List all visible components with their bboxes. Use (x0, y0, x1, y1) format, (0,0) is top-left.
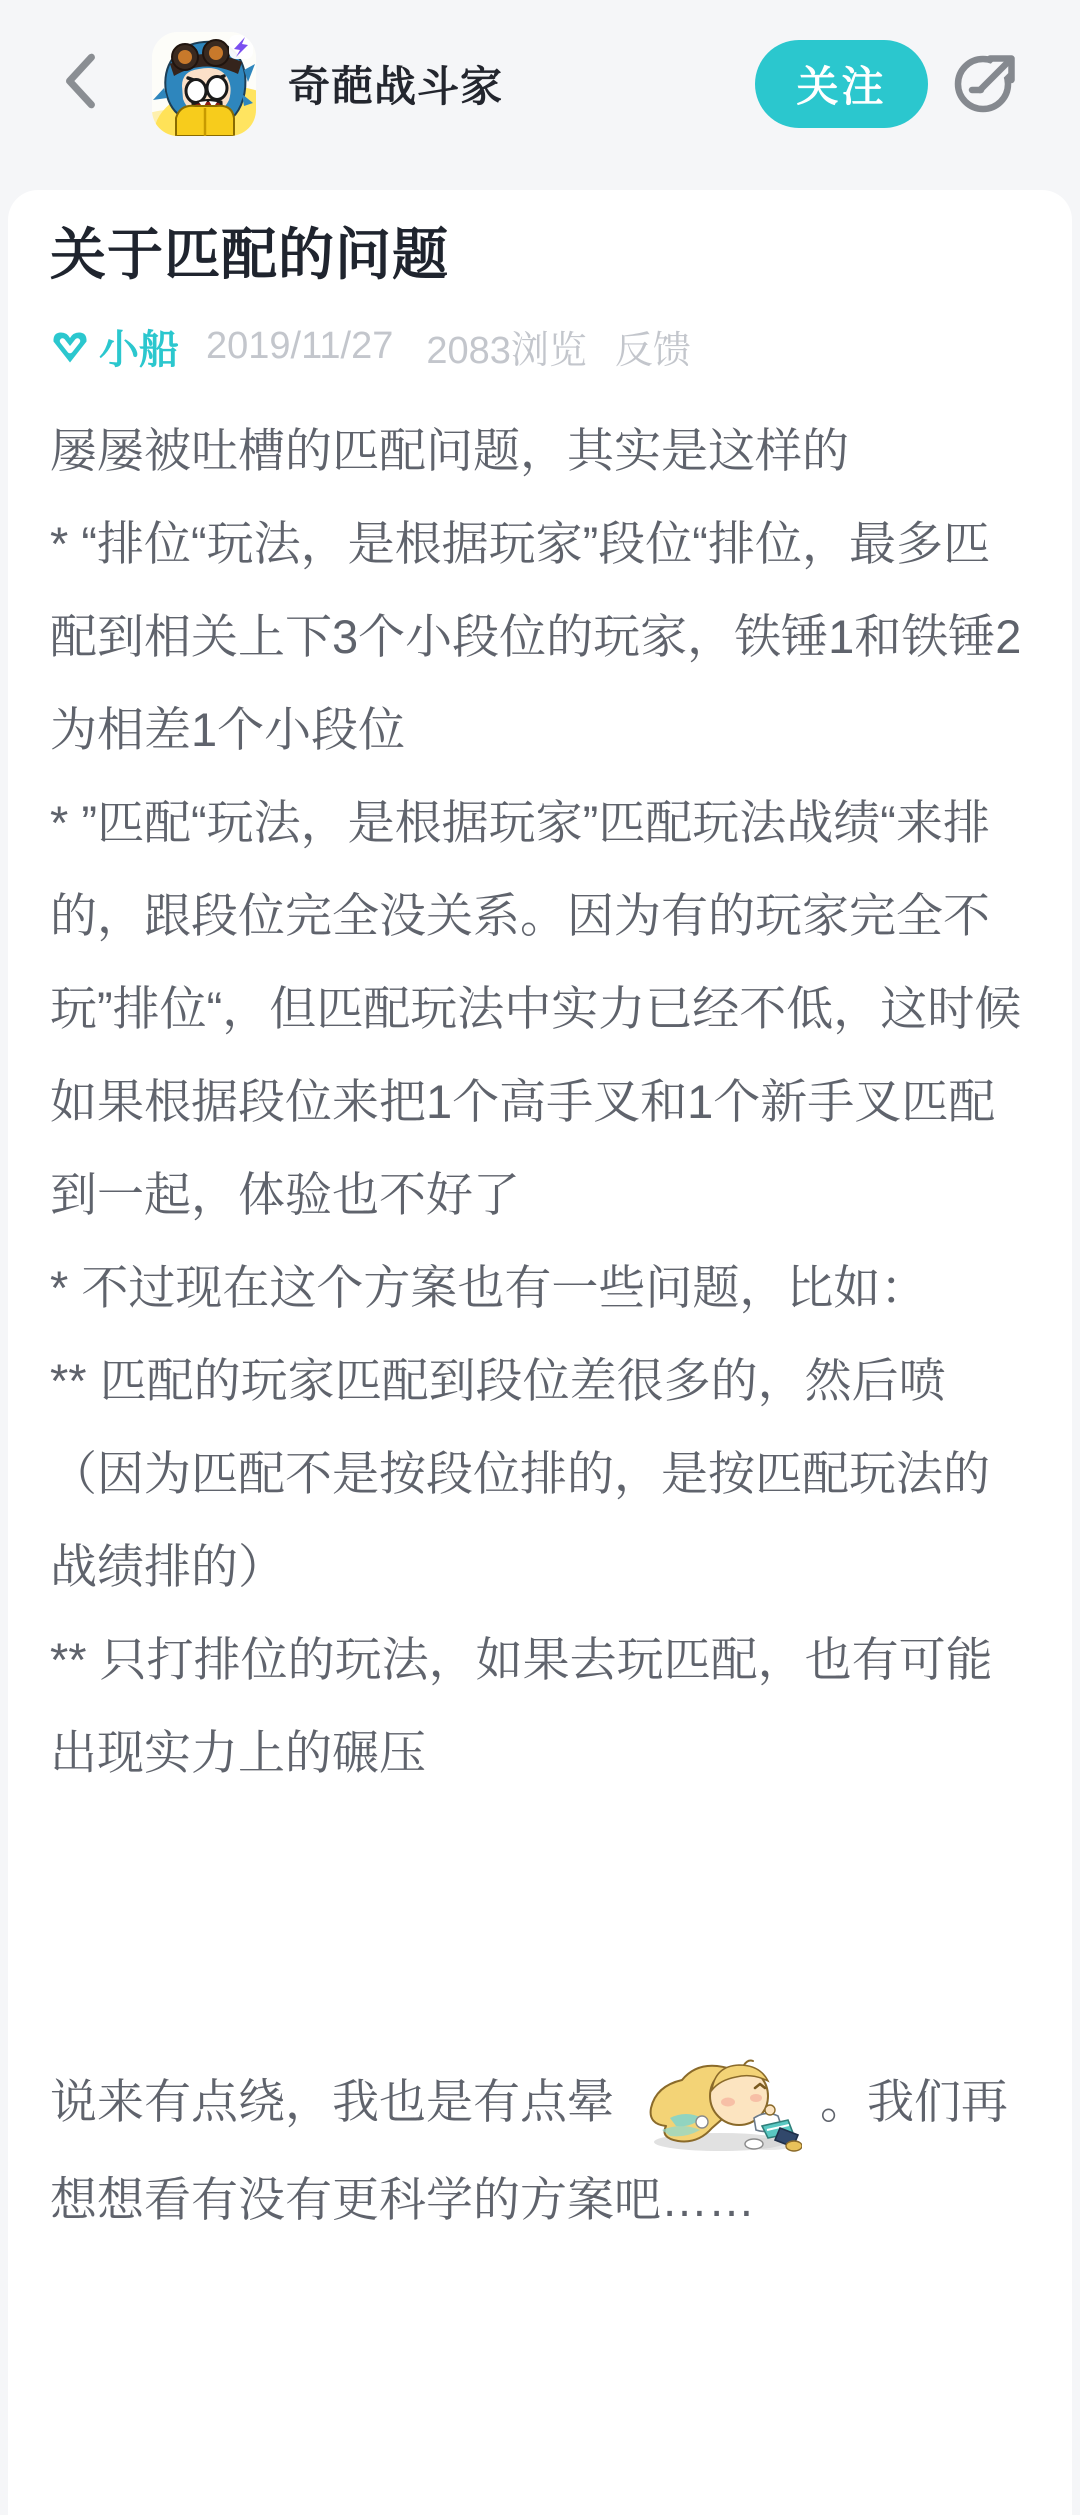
post-card (8, 190, 1072, 2515)
verified-gem-badge-icon (50, 326, 90, 366)
post-date: 2019/11/27 (206, 324, 394, 367)
back-button[interactable] (58, 52, 102, 114)
feedback-link[interactable]: 反馈 (614, 329, 691, 372)
lying-dizzy-character-sticker (642, 2058, 802, 2153)
post-meta-row (50, 322, 1030, 370)
paragraph: ** 只打排位的玩法，如果去玩匹配，也有可能出现实力上的碾压 (50, 1633, 993, 1779)
closing-paragraph (50, 2055, 1030, 2246)
follow-button[interactable]: 关注 (755, 40, 928, 128)
chevron-left-icon (61, 51, 99, 116)
navbar (0, 0, 1080, 190)
post-views: 2083浏览 (426, 329, 587, 372)
community-avatar[interactable] (152, 32, 256, 136)
game-app-icon (152, 123, 256, 136)
closing-text-before: 说来有点绕，我也是有点晕 (50, 2075, 614, 2128)
paragraph: * “排位“玩法，是根据玩家”段位“排位，最多匹配到相关上下3个小段位的玩家，铁锤1和铁锤2为相差1个小段位 (50, 517, 1022, 756)
paragraph: * ”匹配“玩法，是根据玩家”匹配玩法战绩“来排的，跟段位完全没关系。因为有的玩家完全不玩”排位“，但匹配玩法中实力已经不低，这时候如果根据段位来把1个高手叉和1个新手叉匹配到一起，体验也不好了 (50, 796, 1022, 1221)
paragraph: ** 匹配的玩家匹配到段位差很多的，然后喷（因为匹配不是按段位排的，是按匹配玩法的战绩排的） (50, 1354, 990, 1593)
closing-text-after: 。我们再想想看有没有更科学的方案吧…… (50, 2075, 1008, 2227)
community-name: 奇葩战斗家 (288, 63, 504, 110)
paragraph: 屡屡被吐槽的匹配问题，其实是这样的 (50, 424, 849, 477)
paragraph: * 不过现在这个方案也有一些问题，比如： (50, 1261, 928, 1314)
share-button[interactable] (952, 50, 1022, 116)
author-name[interactable]: 小船 (99, 327, 179, 372)
share-icon (953, 49, 1021, 118)
post-body (50, 404, 1030, 2246)
post-title: 关于匹配的问题 (50, 223, 449, 286)
